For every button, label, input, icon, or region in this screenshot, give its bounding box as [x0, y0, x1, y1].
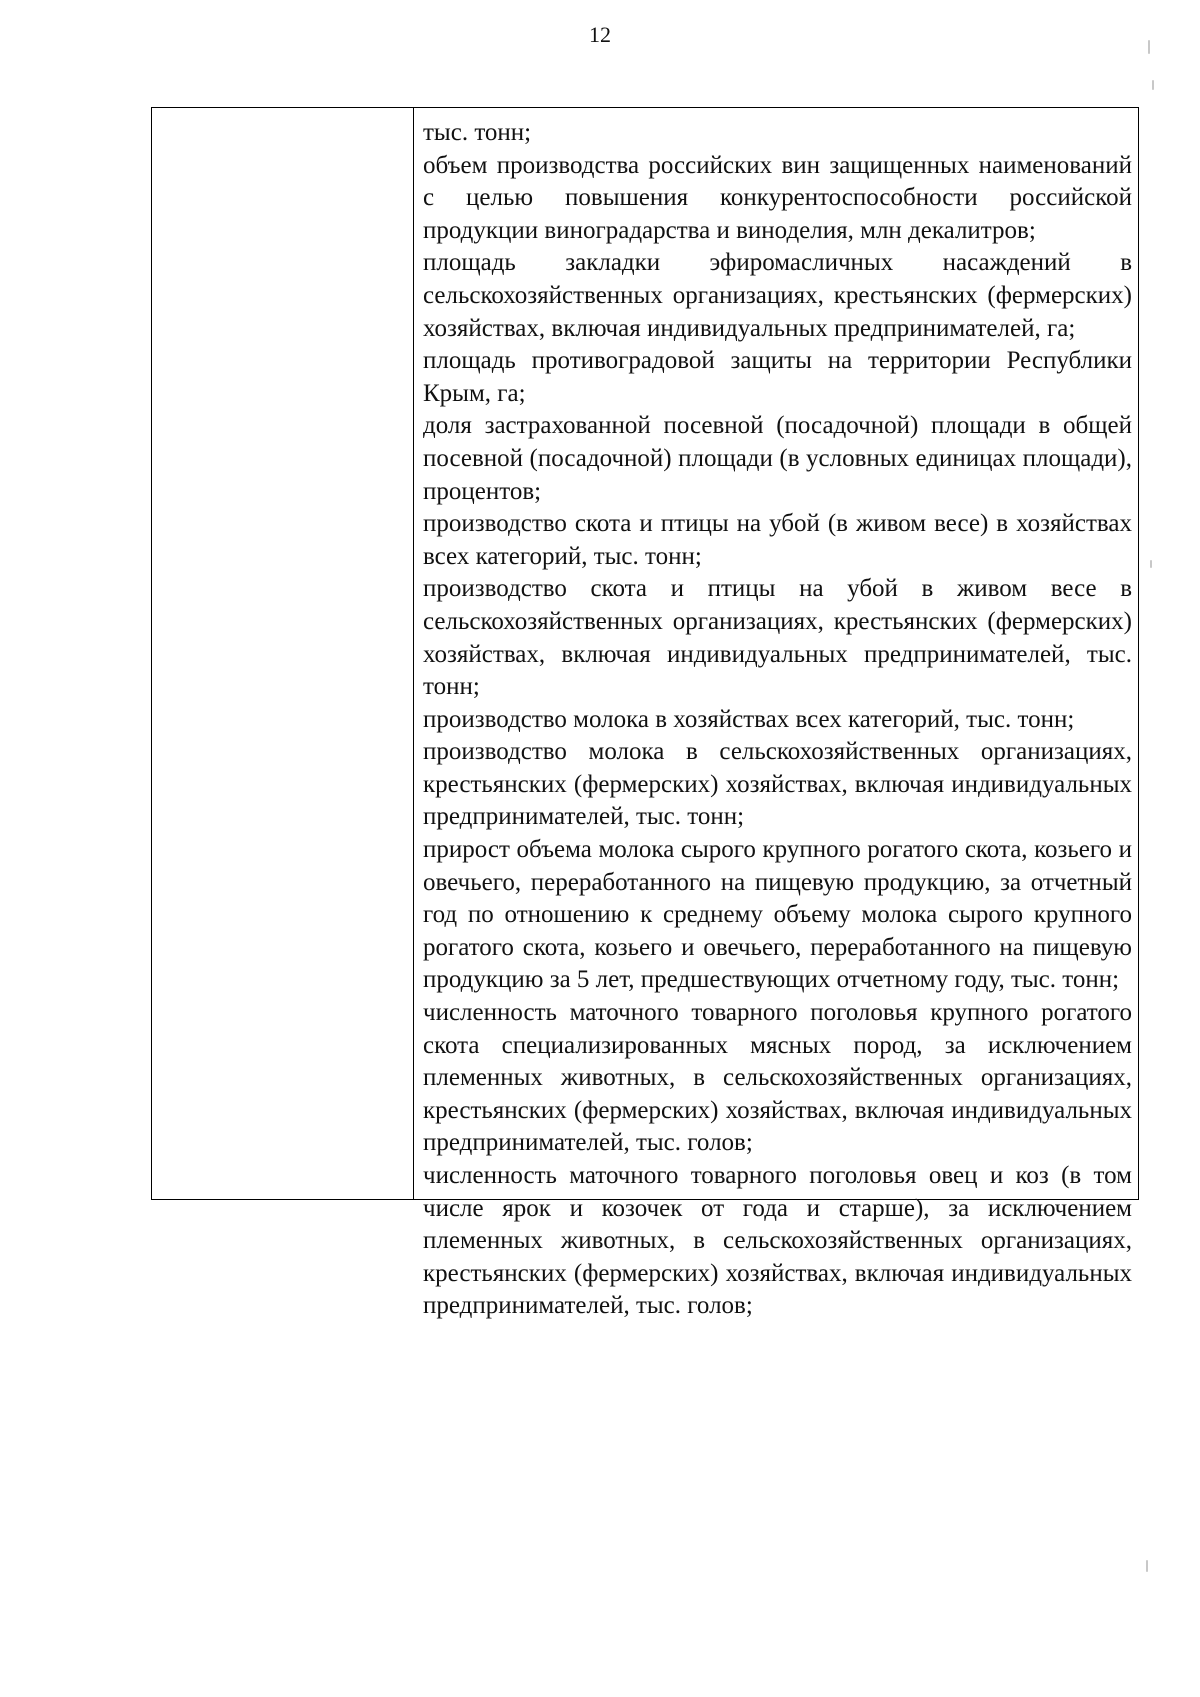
indicator-paragraph: производство скота и птицы на убой (в живом весе) в хозяйствах всех категорий, тыс. тонн; [423, 510, 1132, 570]
indicator-paragraph: доля застрахованной посевной (посадочной) площади в общей посевной (посадочной) площади (в условных единицах площади), процентов; [423, 412, 1132, 505]
page-number: 12 [589, 22, 611, 47]
indicator-paragraph: объем производства российских вин защищенных наименований с целью повышения конкурентоспособности российской продукции виноградарства и виноделия, млн декалитров; [423, 151, 1132, 244]
indicator-paragraph: производство скота и птицы на убой в живом весе в сельскохозяйственных организациях, крестьянских (фермерских) хозяйствах, включая индивидуальных предпринимателей, тыс. тонн; [423, 575, 1132, 701]
indicator-table [151, 107, 1139, 1320]
scan-artifact [1146, 1560, 1148, 1572]
indicator-paragraph: тыс. тонн; [423, 119, 532, 146]
indicator-paragraph: производство молока в сельскохозяйственных организациях, крестьянских (фермерских) хозяйствах, включая индивидуальных предпринимателей, тыс. тонн; [423, 738, 1132, 831]
scan-artifact [1152, 80, 1154, 90]
scan-artifact [1150, 560, 1152, 568]
indicator-paragraph: производство молока в хозяйствах всех категорий, тыс. тонн; [423, 705, 1075, 733]
indicator-paragraph: площадь противоградовой защиты на территории Республики Крым, га; [423, 347, 1132, 407]
indicator-paragraph: площадь закладки эфиромасличных насаждений в сельскохозяйственных организациях, крестьянских (фермерских) хозяйствах, включая индивидуальных предпринимателей, га; [423, 249, 1132, 342]
indicator-paragraph: численность маточного товарного поголовья овец и коз (в том числе ярок и козочек от года и старше), за исключением племенных животных, в сельскохозяйственных организациях, крестьянских (фермерских) хозяйствах, включая индивидуальных предпринимателей, тыс. голов; [423, 1162, 1132, 1320]
indicator-paragraph: прирост объема молока сырого крупного рогатого скота, козьего и овечьего, переработанного на пищевую продукцию, за отчетный год по отношению к среднему объему молока сырого крупного рогатого скота, козьего и овечьего, переработанного на пищевую продукцию за 5 лет, предшествующих отчетному году, тыс. тонн; [423, 836, 1132, 994]
indicator-paragraph: численность маточного товарного поголовья крупного рогатого скота специализированных мясных пород, за исключением племенных животных, в сельскохозяйственных организациях, крестьянских (фермерских) хозяйствах, включая индивидуальных предпринимателей, тыс. голов; [423, 999, 1132, 1157]
table-right-cell [414, 108, 1138, 1320]
table-left-cell [152, 108, 414, 1199]
scan-artifact [1148, 40, 1150, 54]
